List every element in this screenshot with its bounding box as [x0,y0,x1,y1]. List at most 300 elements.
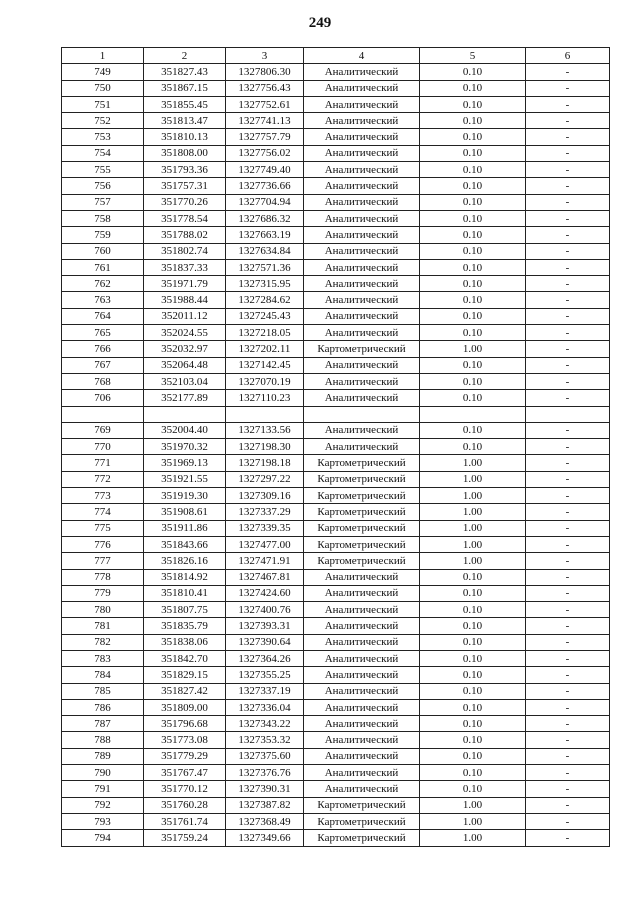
table-cell: 0.10 [420,96,526,112]
table-cell: 791 [62,781,144,797]
table-cell: - [526,259,610,275]
table-cell: - [526,455,610,471]
table-cell: Картометрический [304,488,420,504]
table-cell: 1327471.91 [226,553,304,569]
table-cell: Аналитический [304,357,420,373]
table-row [62,471,610,487]
table-cell: 351971.79 [144,276,226,292]
table-cell: 351759.24 [144,830,226,846]
table-cell: 781 [62,618,144,634]
table-cell: 351911.86 [144,520,226,536]
table-cell: 0.10 [420,748,526,764]
table-cell: - [526,390,610,406]
table-cell: 1327245.43 [226,308,304,324]
table-cell: - [526,276,610,292]
table-row [62,634,610,650]
table-cell: 1327364.26 [226,650,304,666]
table-cell: Аналитический [304,618,420,634]
table-cell: - [526,699,610,715]
table-cell: - [526,162,610,178]
table-cell: Аналитический [304,194,420,210]
table-cell: - [526,80,610,96]
table-cell: - [526,667,610,683]
table-cell: 1327756.02 [226,145,304,161]
table-row [62,341,610,357]
table-cell: 351808.00 [144,145,226,161]
table-cell: 0.10 [420,227,526,243]
table-row [62,569,610,585]
table-cell: Картометрический [304,504,420,520]
table-cell: Аналитический [304,276,420,292]
table-cell: 760 [62,243,144,259]
table-cell: 1327353.32 [226,732,304,748]
table-row [62,64,610,80]
table-row [62,732,610,748]
table-cell: 352011.12 [144,308,226,324]
table-cell: 1327339.35 [226,520,304,536]
table-cell: 785 [62,683,144,699]
table-cell: - [526,325,610,341]
table-cell: 1327110.23 [226,390,304,406]
table-cell: Аналитический [304,634,420,650]
table-cell: 1327337.19 [226,683,304,699]
table-cell [62,406,144,422]
table-row [62,748,610,764]
table-cell: 0.10 [420,602,526,618]
table-cell: 351770.12 [144,781,226,797]
table-cell: 755 [62,162,144,178]
table-row [62,80,610,96]
table-cell: 1327355.25 [226,667,304,683]
table-cell: - [526,194,610,210]
table-cell: 0.10 [420,113,526,129]
table-cell: 352032.97 [144,341,226,357]
table-cell: Аналитический [304,243,420,259]
table-cell: 1.00 [420,504,526,520]
table-cell [420,406,526,422]
table-cell: - [526,373,610,389]
table-cell: 1327634.84 [226,243,304,259]
table-cell: 774 [62,504,144,520]
table-cell: 794 [62,830,144,846]
table-cell: 351829.15 [144,667,226,683]
table-cell: 1327393.31 [226,618,304,634]
table-cell: 1327400.76 [226,602,304,618]
column-header: 5 [420,48,526,64]
table-cell: 0.10 [420,390,526,406]
table-cell: - [526,471,610,487]
table-cell: - [526,634,610,650]
table-cell: 1.00 [420,830,526,846]
table-cell: 0.10 [420,64,526,80]
table-cell: 351814.92 [144,569,226,585]
table-cell: - [526,210,610,226]
table-cell: 351867.15 [144,80,226,96]
table-cell: 0.10 [420,732,526,748]
table-row [62,520,610,536]
table-cell: 788 [62,732,144,748]
table-cell: 786 [62,699,144,715]
table-cell: 1327741.13 [226,113,304,129]
table-cell: 351835.79 [144,618,226,634]
table-cell: Аналитический [304,748,420,764]
table-body [62,64,610,846]
table-cell: Картометрический [304,830,420,846]
table-cell: - [526,488,610,504]
table-cell: 351838.06 [144,634,226,650]
table-cell: Аналитический [304,178,420,194]
table-cell: 1327756.43 [226,80,304,96]
table-row [62,357,610,373]
table-cell: - [526,830,610,846]
table-cell: Картометрический [304,455,420,471]
table-cell: 1327686.32 [226,210,304,226]
table-cell: Аналитический [304,732,420,748]
table-row [62,308,610,324]
table-cell: Аналитический [304,716,420,732]
column-header: 4 [304,48,420,64]
table-row [62,813,610,829]
table-cell: Аналитический [304,765,420,781]
table-cell: 776 [62,536,144,552]
table-cell: Аналитический [304,210,420,226]
table-cell: 351809.00 [144,699,226,715]
table-cell: 1.00 [420,488,526,504]
table-row [62,716,610,732]
table-row [62,259,610,275]
table-cell: 0.10 [420,699,526,715]
table-cell: 751 [62,96,144,112]
table-cell: 0.10 [420,129,526,145]
table-cell: Картометрический [304,536,420,552]
table-cell: 351778.54 [144,210,226,226]
table-cell: - [526,145,610,161]
table-cell: 0.10 [420,292,526,308]
table-cell: - [526,781,610,797]
table-cell: Аналитический [304,667,420,683]
table-cell: 1327749.40 [226,162,304,178]
table-cell: 1327315.95 [226,276,304,292]
table-cell: 790 [62,765,144,781]
table-cell: 0.10 [420,781,526,797]
table-row [62,145,610,161]
table-cell: 1.00 [420,471,526,487]
table-cell: Картометрический [304,813,420,829]
table-cell: 351810.41 [144,585,226,601]
table-cell: 1327704.94 [226,194,304,210]
table-cell: 777 [62,553,144,569]
table-cell: 0.10 [420,162,526,178]
table-cell: 1.00 [420,553,526,569]
table-cell: - [526,113,610,129]
table-cell: 1327368.49 [226,813,304,829]
table-row [62,585,610,601]
table-cell: - [526,732,610,748]
table-row [62,373,610,389]
table-cell: Аналитический [304,569,420,585]
table-cell: 1327571.36 [226,259,304,275]
table-cell: 351793.36 [144,162,226,178]
table-cell: Аналитический [304,259,420,275]
table-row [62,830,610,846]
table-cell: 756 [62,178,144,194]
table-cell: 352004.40 [144,422,226,438]
table-cell: 758 [62,210,144,226]
table-cell: - [526,292,610,308]
table-cell: 351773.08 [144,732,226,748]
table-cell: 780 [62,602,144,618]
table-cell: 1327284.62 [226,292,304,308]
table-cell: Аналитический [304,325,420,341]
table-cell: 757 [62,194,144,210]
table-cell: 351761.74 [144,813,226,829]
table-cell: 1327218.05 [226,325,304,341]
table-cell: - [526,813,610,829]
table-cell: 0.10 [420,650,526,666]
table-cell: Аналитический [304,292,420,308]
table-cell: 0.10 [420,765,526,781]
table-cell: 0.10 [420,276,526,292]
table-row [62,650,610,666]
table-cell: 352103.04 [144,373,226,389]
table-cell: 1.00 [420,813,526,829]
table-cell [144,406,226,422]
table-cell: 1327198.18 [226,455,304,471]
table-row [62,781,610,797]
table-row [62,129,610,145]
table-cell: 351796.68 [144,716,226,732]
table-cell: Аналитический [304,129,420,145]
table-cell: 351919.30 [144,488,226,504]
table-cell: 1327806.30 [226,64,304,80]
table-row [62,113,610,129]
table-cell: - [526,439,610,455]
column-header: 1 [62,48,144,64]
table-cell: - [526,308,610,324]
table-cell: 0.10 [420,716,526,732]
table-cell: 787 [62,716,144,732]
table-cell: 1327390.31 [226,781,304,797]
table-cell [226,406,304,422]
table-cell: - [526,357,610,373]
table-cell: Аналитический [304,113,420,129]
table-row [62,439,610,455]
table-cell: Аналитический [304,602,420,618]
table-row [62,96,610,112]
table-cell: 1327337.29 [226,504,304,520]
column-header: 2 [144,48,226,64]
table-cell: 1327297.22 [226,471,304,487]
table-cell: 1.00 [420,797,526,813]
table-cell: 0.10 [420,683,526,699]
table-cell: Аналитический [304,390,420,406]
table-cell: 0.10 [420,585,526,601]
table-cell: 766 [62,341,144,357]
table-cell: Аналитический [304,650,420,666]
table-cell: 1327663.19 [226,227,304,243]
table-cell: 1327343.22 [226,716,304,732]
table-cell: 1327757.79 [226,129,304,145]
table-cell: 768 [62,373,144,389]
table-cell: 1327070.19 [226,373,304,389]
table-cell: 0.10 [420,308,526,324]
table-cell: 1327477.00 [226,536,304,552]
table-cell: 351807.75 [144,602,226,618]
table-row [62,162,610,178]
table-row [62,455,610,471]
table-row [62,210,610,226]
table-cell: - [526,504,610,520]
table-cell: 764 [62,308,144,324]
table-cell: 352024.55 [144,325,226,341]
table-cell: 1327142.45 [226,357,304,373]
table-cell: - [526,585,610,601]
table-row [62,504,610,520]
table-cell: 0.10 [420,667,526,683]
table-row [62,276,610,292]
table-cell: 0.10 [420,145,526,161]
table-cell: 1327133.56 [226,422,304,438]
table-cell: 0.10 [420,243,526,259]
table-cell: 0.10 [420,373,526,389]
table-cell: 0.10 [420,178,526,194]
table-cell: 351843.66 [144,536,226,552]
table-cell: 351760.28 [144,797,226,813]
table-cell: - [526,683,610,699]
table-cell: 761 [62,259,144,275]
table-cell: 352064.48 [144,357,226,373]
table-cell: Картометрический [304,797,420,813]
table-cell: 0.10 [420,325,526,341]
table-row [62,422,610,438]
table-cell: 754 [62,145,144,161]
table-cell: 706 [62,390,144,406]
coordinates-table [61,47,610,847]
table-cell: - [526,650,610,666]
table-cell: 783 [62,650,144,666]
table-cell [526,406,610,422]
table-cell: 750 [62,80,144,96]
table-cell: 0.10 [420,357,526,373]
table-cell: 789 [62,748,144,764]
table-cell: Аналитический [304,422,420,438]
table-row [62,699,610,715]
table-row [62,406,610,422]
table-cell: 0.10 [420,422,526,438]
table-cell: 0.10 [420,259,526,275]
table-cell: 351802.74 [144,243,226,259]
table-cell: - [526,716,610,732]
table-row [62,292,610,308]
table-cell [304,406,420,422]
table-cell: 769 [62,422,144,438]
table-cell: 1327752.61 [226,96,304,112]
table-cell: 775 [62,520,144,536]
table-cell: - [526,765,610,781]
table-row [62,325,610,341]
table-cell: - [526,569,610,585]
table-cell: 763 [62,292,144,308]
table-cell: 752 [62,113,144,129]
table-cell: 351827.43 [144,64,226,80]
table-cell: Аналитический [304,308,420,324]
table-cell: Аналитический [304,96,420,112]
table-cell: 779 [62,585,144,601]
table-cell: 351810.13 [144,129,226,145]
table-row [62,602,610,618]
table-cell: - [526,748,610,764]
table-cell: 351970.32 [144,439,226,455]
table-cell: 753 [62,129,144,145]
table-cell: 1.00 [420,520,526,536]
column-header: 6 [526,48,610,64]
table-cell: 0.10 [420,80,526,96]
table-cell: 351921.55 [144,471,226,487]
table-row [62,553,610,569]
table-header-row [62,48,610,64]
table-cell: 0.10 [420,439,526,455]
table-cell: 792 [62,797,144,813]
table-cell: Аналитический [304,439,420,455]
table-cell: 0.10 [420,569,526,585]
table-cell: Аналитический [304,145,420,161]
table-cell: 351969.13 [144,455,226,471]
table-cell: 351827.42 [144,683,226,699]
table-row [62,390,610,406]
table-cell: 0.10 [420,618,526,634]
table-cell: Аналитический [304,699,420,715]
table-row [62,227,610,243]
table-cell: Картометрический [304,471,420,487]
table-cell: Аналитический [304,162,420,178]
table-cell: 1.00 [420,536,526,552]
table-cell: Картометрический [304,520,420,536]
table-cell: 1327424.60 [226,585,304,601]
table-cell: - [526,96,610,112]
table-cell: 767 [62,357,144,373]
table-cell: 351779.29 [144,748,226,764]
table-cell: - [526,64,610,80]
table-cell: 351837.33 [144,259,226,275]
table-cell: 351842.70 [144,650,226,666]
table-cell: 773 [62,488,144,504]
table-cell: 0.10 [420,210,526,226]
table-cell: - [526,341,610,357]
table-cell: 1327387.82 [226,797,304,813]
table-cell: 351788.02 [144,227,226,243]
table-row [62,243,610,259]
table-cell: 1327375.60 [226,748,304,764]
table-cell: 351757.31 [144,178,226,194]
table-cell: 1.00 [420,341,526,357]
table-cell: 778 [62,569,144,585]
table-row [62,536,610,552]
table-cell: Картометрический [304,553,420,569]
table-cell: Картометрический [304,341,420,357]
table-cell: 1327202.11 [226,341,304,357]
table-cell: - [526,178,610,194]
table-cell: 1.00 [420,455,526,471]
table-cell: 765 [62,325,144,341]
table-cell: Аналитический [304,585,420,601]
table-cell: Аналитический [304,373,420,389]
table-cell: 351988.44 [144,292,226,308]
table-cell: 1327736.66 [226,178,304,194]
table-cell: - [526,227,610,243]
table-cell: Аналитический [304,80,420,96]
page-number: 249 [308,15,332,31]
table-cell: 1327467.81 [226,569,304,585]
